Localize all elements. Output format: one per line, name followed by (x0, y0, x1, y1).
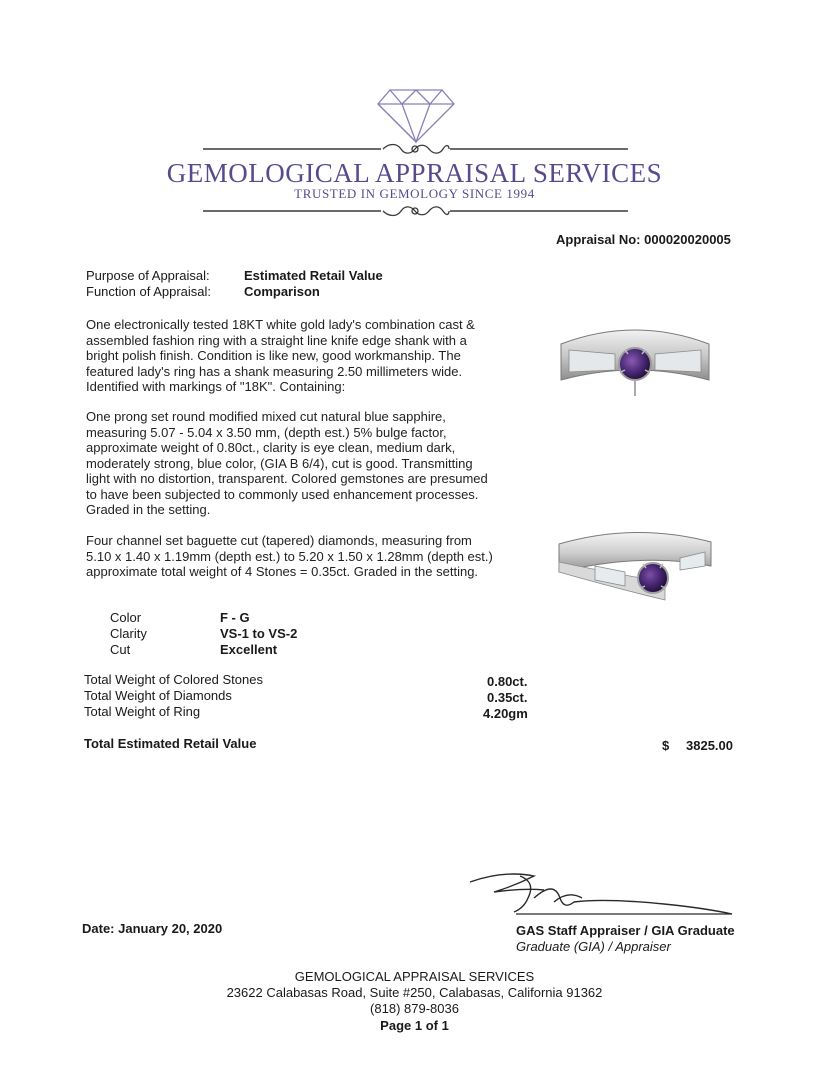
appraisal-number: Appraisal No: 000020020005 (556, 232, 731, 247)
appraisal-date: Date: January 20, 2020 (82, 921, 223, 936)
ornament-top (203, 142, 628, 156)
clarity-label: Clarity (110, 626, 147, 641)
ring-photo-angled (555, 522, 715, 610)
diamond-icon (376, 86, 456, 144)
total-colored-label: Total Weight of Colored Stones (84, 672, 263, 687)
signature-image (464, 868, 734, 918)
footer-address: 23622 Calabasas Road, Suite #250, Calabasas, California 91362 (226, 985, 603, 1000)
footer-phone: (818) 879-8036 (370, 1001, 459, 1016)
description-paragraph-diamonds: Four channel set baguette cut (tapered) diamonds, measuring from 5.10 x 1.40 x 1.19mm (depth est.) to 5.20 x 1.50 x 1.28mm (depth est.) approximate total weight of 4 Stones = 0.35ct. Graded in the setting. (86, 533, 493, 579)
description-paragraph-ring: One electronically tested 18KT white gold lady's combination cast & assembled fashion ring with a straight line knife edge shank with a bright polish finish. Condition is like new, good workmanship. The featured lady's ring has a shank measuring 2.50 millimeters wide. Identified with markings of "18K". Containing: (86, 317, 475, 394)
ornament-bottom (203, 205, 628, 221)
function-value: Comparison (244, 284, 320, 299)
company-tagline: TRUSTED IN GEMOLOGY SINCE 1994 (294, 186, 535, 201)
total-diamonds-value: 0.35ct. (487, 690, 528, 705)
retail-currency: $ (662, 738, 670, 753)
clarity-value: VS-1 to VS-2 (220, 626, 298, 641)
total-colored-value: 0.80ct. (487, 674, 528, 689)
function-label: Function of Appraisal: (86, 284, 212, 299)
cut-value: Excellent (220, 642, 278, 657)
description-paragraph-sapphire: One prong set round modified mixed cut natural blue sapphire, measuring 5.07 - 5.04 x 3.50 mm, (depth est.) 5% bulge factor, approximate weight of 0.80ct., clarity is eye clean, medium dark, moderately strong, blue color, (GIA B 6/4), cut is good. Transmitting light with no distortion, transparent. Colored gemstones are presumed to have been subjected to commonly used enhancement processes. Graded in the setting. (86, 409, 488, 517)
page-number: Page 1 of 1 (380, 1018, 449, 1033)
color-label: Color (110, 610, 142, 625)
retail-value-label: Total Estimated Retail Value (84, 736, 257, 751)
ring-photo-top (555, 314, 715, 404)
cut-label: Cut (110, 642, 131, 657)
total-ring-value: 4.20gm (483, 706, 528, 721)
purpose-label: Purpose of Appraisal: (86, 268, 210, 283)
purpose-value: Estimated Retail Value (244, 268, 383, 283)
signature-subtitle: Graduate (GIA) / Appraiser (516, 939, 671, 954)
total-diamonds-label: Total Weight of Diamonds (84, 688, 232, 703)
color-value: F - G (220, 610, 250, 625)
signature-title: GAS Staff Appraiser / GIA Graduate (516, 923, 735, 938)
company-title: GEMOLOGICAL APPRAISAL SERVICES (166, 158, 663, 188)
retail-amount: 3825.00 (686, 738, 733, 753)
footer-company: GEMOLOGICAL APPRAISAL SERVICES (294, 969, 535, 984)
total-ring-label: Total Weight of Ring (84, 704, 201, 719)
